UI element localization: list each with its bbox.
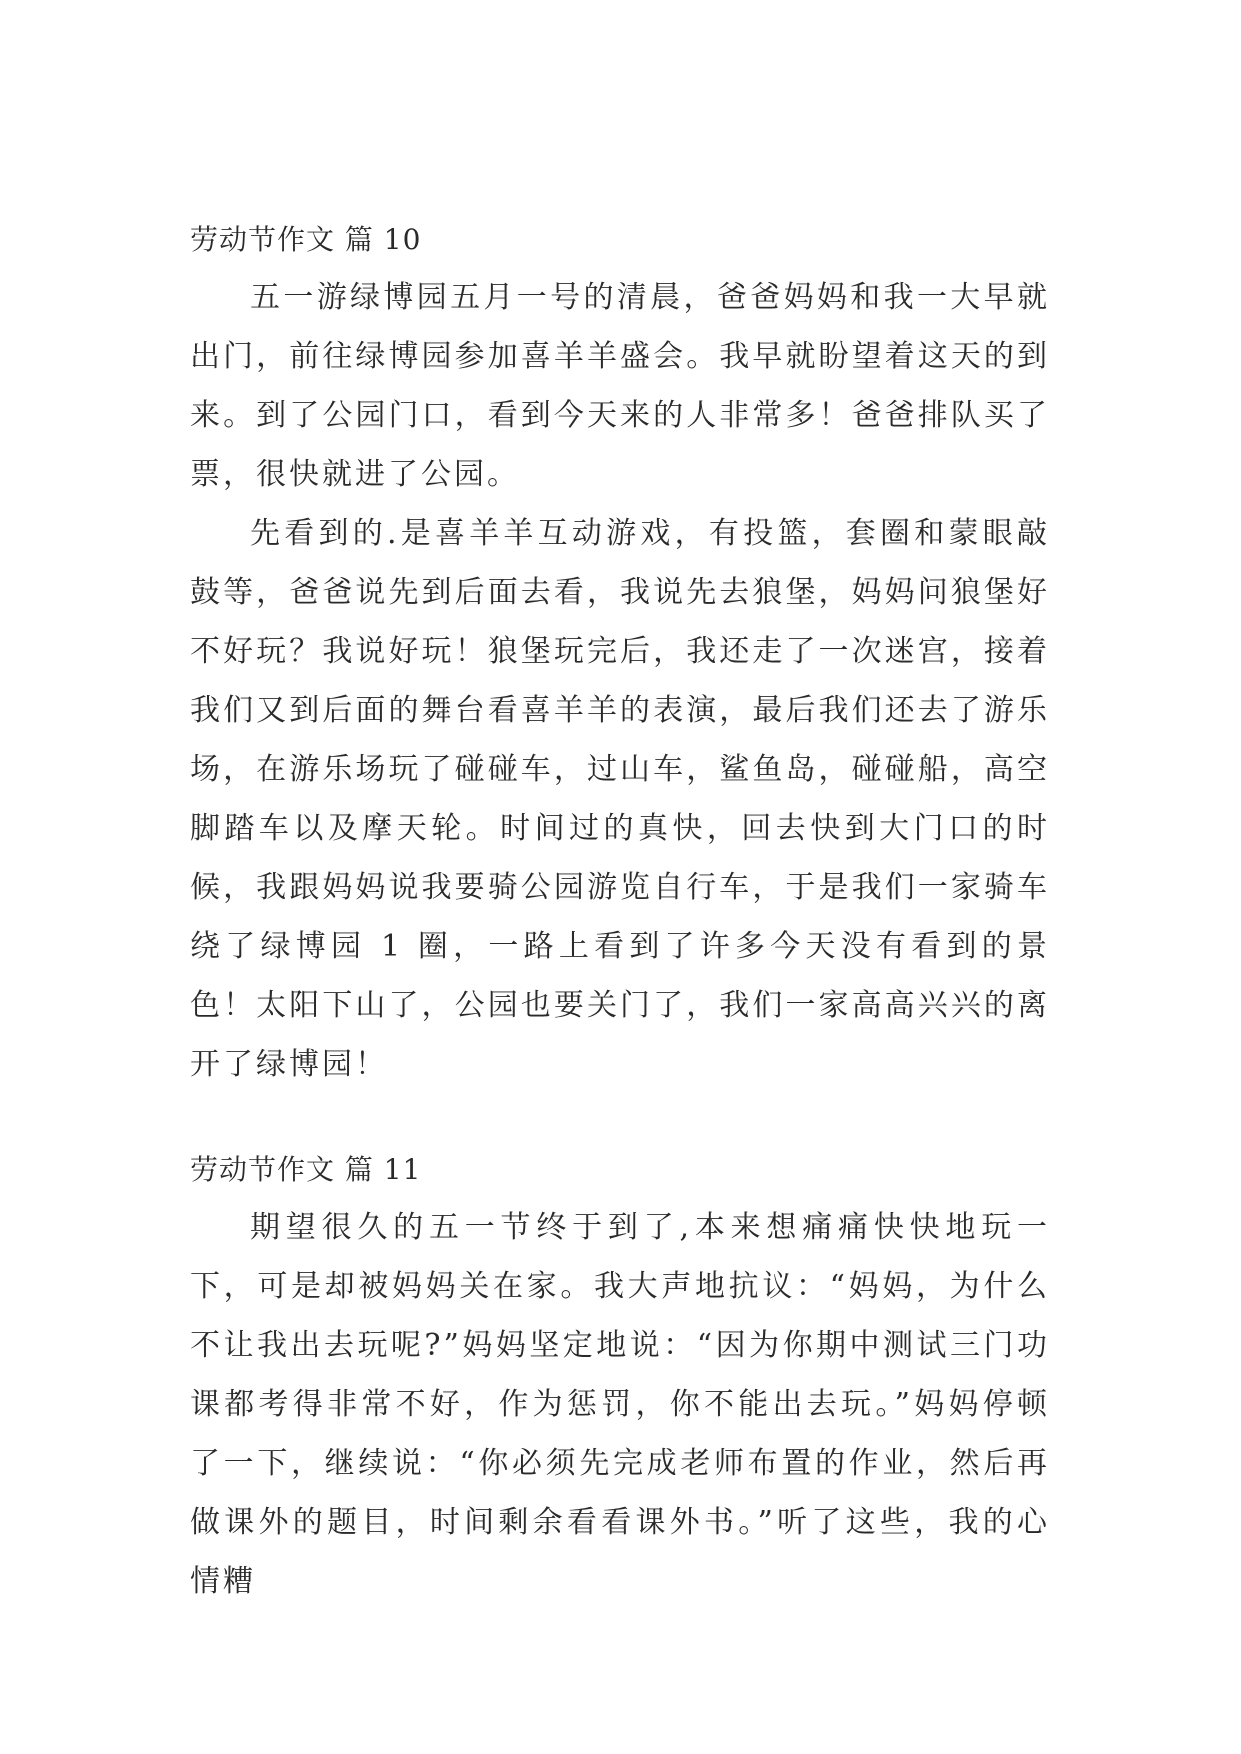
essay-paragraph: 五一游绿博园五月一号的清晨，爸爸妈妈和我一大早就出门，前往绿博园参加喜羊羊盛会。我早就盼望着这天的到来。到了公园门口，看到今天来的人非常多！爸爸排队买了票，很快就进了公园。 — [190, 280, 1050, 492]
essay-paragraph: 先看到的.是喜羊羊互动游戏，有投篮，套圈和蒙眼敲鼓等，爸爸说先到后面去看，我说先去狼堡，妈妈问狼堡好不好玩？我说好玩！狼堡玩完后，我还走了一次迷宫，接着我们又到后面的舞台看喜羊羊的表演，最后我们还去了游乐场，在游乐场玩了碰碰车，过山车，鲨鱼岛，碰碰船，高空脚踏车以及摩天轮。时间过的真快，回去快到大门口的时候，我跟妈妈说我要骑公园游览自行车，于是我们一家骑车绕了绿博园 1 圈，一路上看到了许多今天没有看到的景色！太阳下山了，公园也要关门了，我们一家高高兴兴的离开了绿博园！ — [190, 516, 1050, 1082]
essay-heading: 劳动节作文 篇 10 — [190, 223, 422, 256]
essay-section-11 — [190, 1150, 1050, 1611]
essay-section-10 — [190, 220, 1050, 1094]
essay-paragraph: 期望很久的五一节终于到了,本来想痛痛快快地玩一下，可是却被妈妈关在家。我大声地抗议：“妈妈，为什么不让我出去玩呢?”妈妈坚定地说：“因为你期中测试三门功课都考得非常不好，作为惩罚，你不能出去玩。”妈妈停顿了一下，继续说：“你必须先完成老师布置的作业，然后再做课外的题目，时间剩余看看课外书。”听了这些，我的心情糟 — [190, 1210, 1050, 1599]
essay-heading: 劳动节作文 篇 11 — [190, 1153, 422, 1186]
